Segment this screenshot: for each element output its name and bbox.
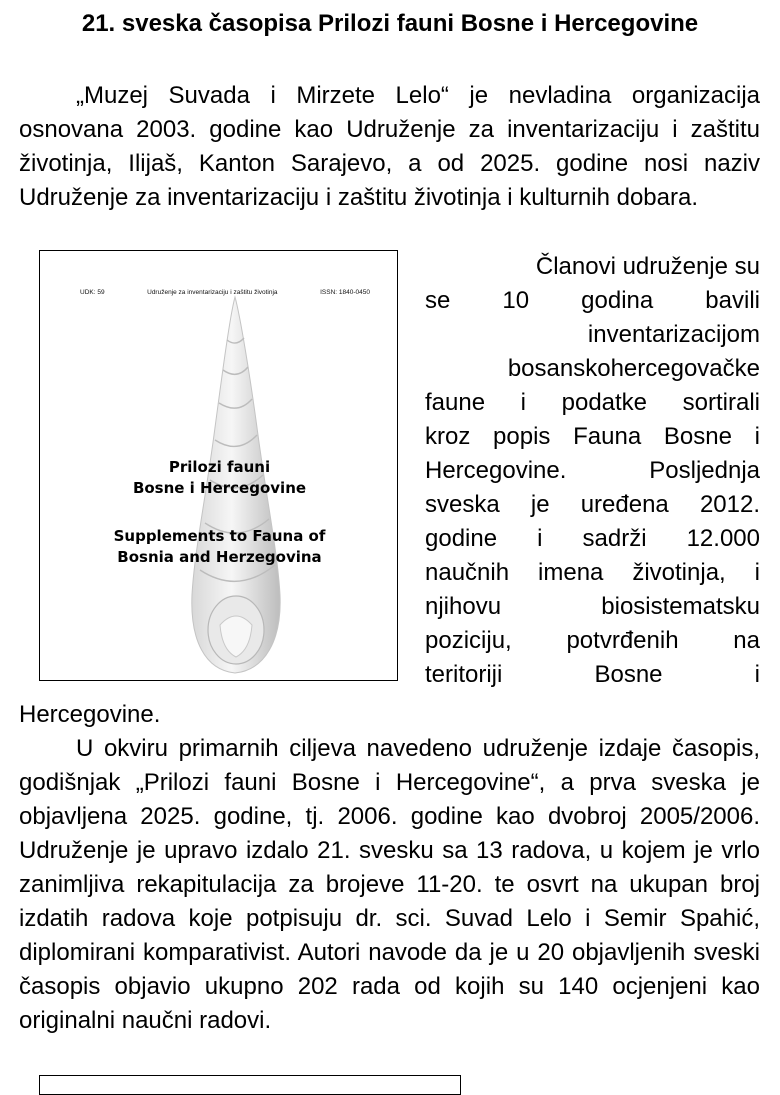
paragraph-members: Članovi udruženje su se 10 godina bavili inventarizacijom bosanskohercegovačke faune i podatke sortirali kroz popis Fauna Bosne i Hercegovine. Posljednja sveska je uređena 2012. godine i sadrži 12.000 naučnih imena životinja, i njihovu biosistematsku poziciju, potvrđenih na teritoriji Bosne i	[425, 253, 760, 688]
next-figure-frame	[39, 1075, 461, 1095]
article-title: 21. sveska časopisa Prilozi fauni Bosne i Hercegovine	[81, 10, 699, 37]
cover-title-local: Prilozi fauni Bosne i Hercegovine	[132, 458, 307, 497]
cover-title-english: Supplements to Fauna of Bosnia and Herzegovina	[113, 527, 326, 566]
cover-publisher: Udruženje za inventarizaciju i zaštitu životinja	[147, 289, 278, 296]
journal-cover-figure	[39, 250, 398, 681]
paragraph-members-end: Hercegovine.	[19, 701, 161, 728]
cover-udk: UDK: 59	[80, 289, 105, 296]
paragraph-intro: „Muzej Suvada i Mirzete Lelo“ je nevladina organizacija osnovana 2003. godine kao Udruženje za inventarizaciju i zaštitu životinja, Ilijaš, Kanton Sarajevo, a od 2025. godine nosi naziv Udruženje za inventarizaciju i zaštitu životinja i kulturnih dobara.	[19, 82, 760, 211]
paragraph-journal: U okviru primarnih ciljeva navedeno udruženje izdaje časopis, godišnjak „Prilozi fauni Bosne i Hercegovine“, a prva sveska je objavljena 2025. godine, tj. 2006. godine kao dvobroj 2005/2006. Udruženje je upravo izdalo 21. svesku sa 13 radova, u kojem je vrlo zanimljiva rekapitulacija za brojeve 11-20. te osvrt na ukupan broj izdatih radova koje potpisuju dr. sci. Suvad Lelo i Semir Spahić, diplomirani komparativist. Autori navode da je u 20 objavljenih sveski časopis objavio ukupno 202 rada od kojih su 140 ocjenjeni kao originalni naučni radovi.	[19, 735, 760, 1034]
cover-issn: ISSN: 1840-0450	[320, 289, 370, 296]
